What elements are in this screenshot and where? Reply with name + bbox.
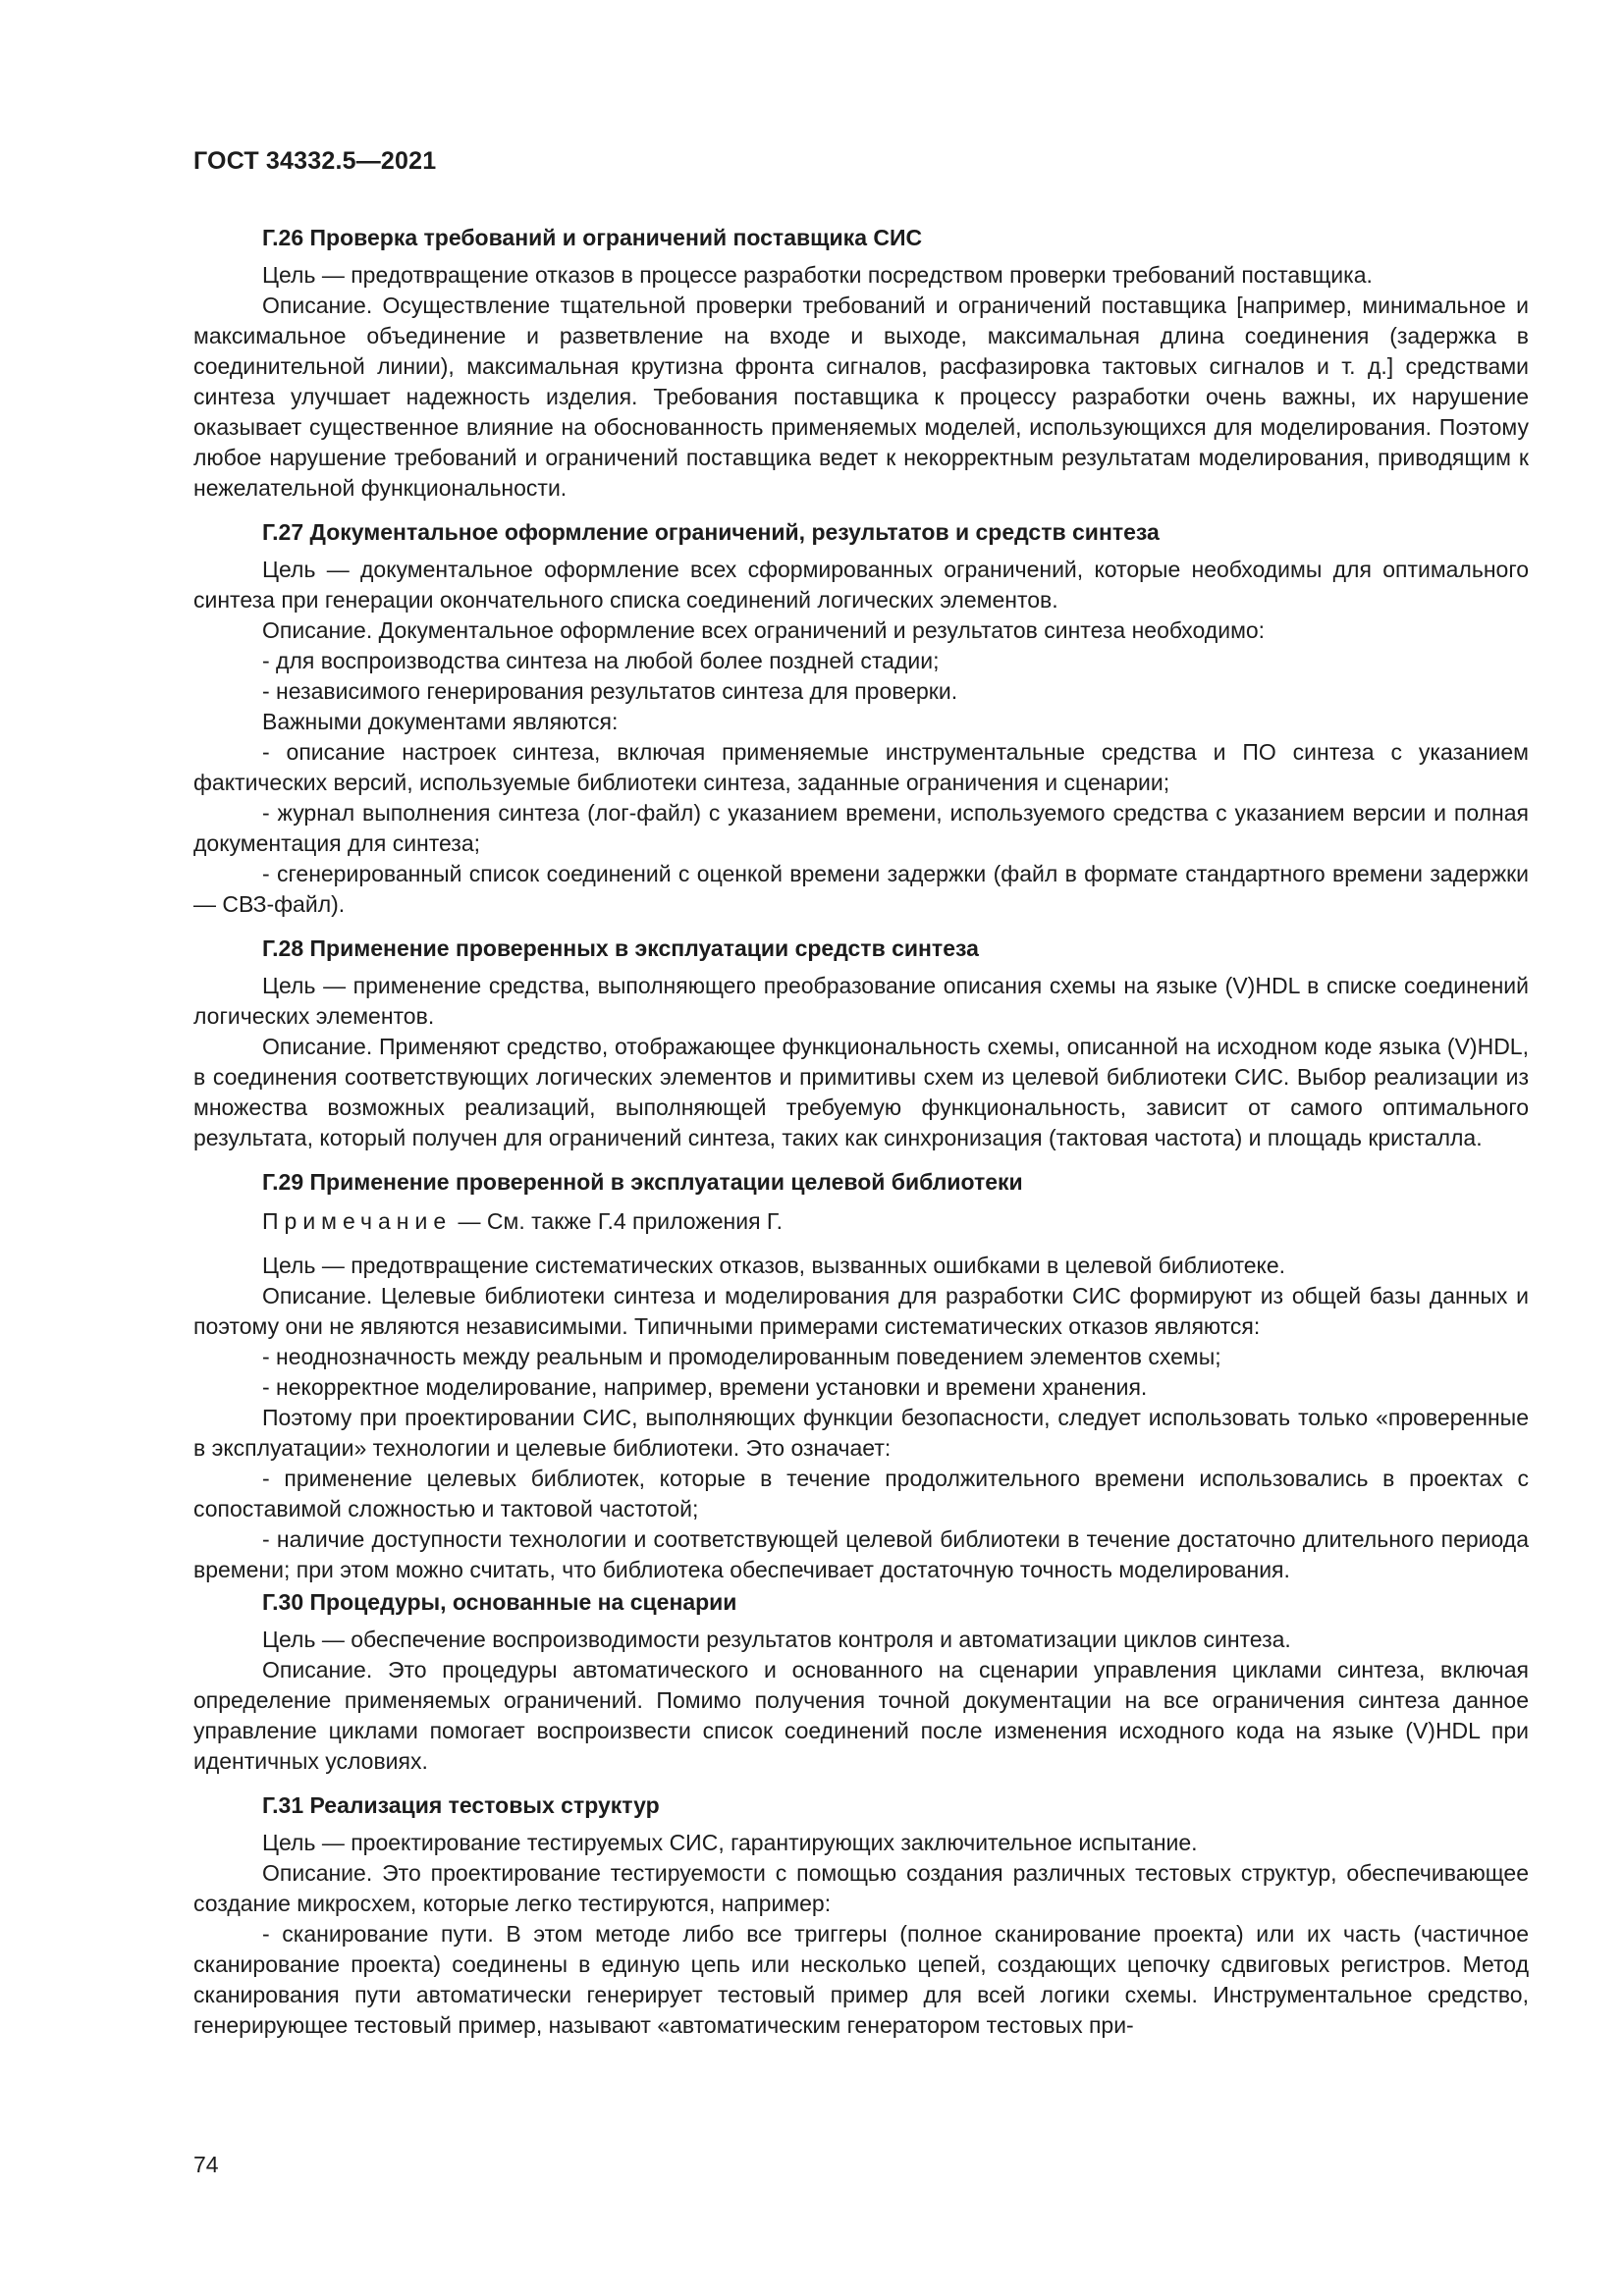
list-item: - сканирование пути. В этом методе либо все триггеры (полное сканирование проекта) или их часть (частичное сканирование проекта) соединены в единую цепь или несколько цепей, создающих цепочку сдвиговых регистров. Метод сканирования пути автоматически генерирует тестовый пример для всей логики схемы. Инструментальное средство, генерирующее тестовый пример, называют «автоматическим генератором тестовых при-: [193, 1921, 1529, 2038]
paragraph: Цель — обеспечение воспроизводимости результатов контроля и автоматизации циклов синтеза.: [262, 1627, 1291, 1652]
paragraph: Важными документами являются:: [262, 709, 619, 734]
paragraph: Цель — предотвращение отказов в процессе разработки посредством проверки требований поставщика.: [262, 262, 1373, 288]
paragraph: Описание. Применяют средство, отображающее функциональность схемы, описанной на исходном коде языка (V)HDL, в соединения соответствующих логических элементов и примитивы схем из целевой библиотеки СИС. Выбор реализации из множества возможных реализаций, выполняющей требуемую функциональность, зависит от самого оптимального результата, который получен для ограничений синтеза, таких как синхронизация (тактовая частота) и площадь кристалла.: [193, 1034, 1529, 1150]
paragraph: Описание. Документальное оформление всех ограничений и результатов синтеза необходимо:: [262, 617, 1266, 643]
document-header: ГОСТ 34332.5—2021: [193, 147, 437, 175]
document-page: [193, 147, 1529, 2041]
paragraph: Цель — проектирование тестируемых СИС, гарантирующих заключительное испытание.: [262, 1830, 1198, 1855]
note-label: Примечание: [262, 1208, 453, 1234]
list-item: - описание настроек синтеза, включая применяемые инструментальные средства и ПО синтеза с указанием фактических версий, используемые библиотеки синтеза, заданные ограничения и сценарии;: [193, 739, 1529, 795]
section-title-g28: Г.28 Применение проверенных в эксплуатации средств синтеза: [262, 935, 979, 961]
list-item: - сгенерированный список соединений с оценкой времени задержки (файл в формате стандартного времени задержки — СВЗ-файл).: [193, 861, 1529, 917]
list-item: - независимого генерирования результатов синтеза для проверки.: [262, 678, 958, 704]
section-title-g30: Г.30 Процедуры, основанные на сценарии: [262, 1589, 737, 1615]
paragraph: Описание. Это проектирование тестируемости с помощью создания различных тестовых структур, обеспечивающее создание микросхем, которые легко тестируются, например:: [193, 1860, 1529, 1916]
paragraph: Цель — применение средства, выполняющего преобразование описания схемы на языке (V)HDL в списке соединений логических элементов.: [193, 973, 1529, 1029]
section-title-g31: Г.31 Реализация тестовых структур: [262, 1792, 660, 1818]
note: [193, 1206, 1529, 1237]
note-text: — См. также Г.4 приложения Г.: [452, 1208, 783, 1234]
paragraph: Поэтому при проектировании СИС, выполняющих функции безопасности, следует использовать только «проверенные в эксплуатации» технологии и целевые библиотеки. Это означает:: [193, 1405, 1529, 1461]
list-item: - неоднозначность между реальным и промоделированным поведением элементов схемы;: [262, 1344, 1221, 1369]
paragraph: Описание. Целевые библиотеки синтеза и моделирования для разработки СИС формируют из общей базы данных и поэтому они не являются независимыми. Типичными примерами систематических отказов являются:: [193, 1283, 1529, 1339]
list-item: - журнал выполнения синтеза (лог-файл) с указанием времени, используемого средства с указанием версии и полная документация для синтеза;: [193, 800, 1529, 856]
section-title-g27: Г.27 Документальное оформление ограничений, результатов и средств синтеза: [262, 519, 1160, 545]
section-title-g29: Г.29 Применение проверенной в эксплуатации целевой библиотеки: [262, 1169, 1023, 1195]
list-item: - некорректное моделирование, например, времени установки и времени хранения.: [262, 1374, 1148, 1400]
list-item: - применение целевых библиотек, которые в течение продолжительного времени использовались в проектах с сопоставимой сложностью и тактовой частотой;: [193, 1466, 1529, 1522]
list-item: - для воспроизводства синтеза на любой более поздней стадии;: [262, 648, 940, 673]
section-title-g26: Г.26 Проверка требований и ограничений поставщика СИС: [262, 225, 923, 250]
paragraph: Описание. Осуществление тщательной проверки требований и ограничений поставщика [например, минимальное и максимальное объединение и разветвление на входе и выходе, максимальная длина соединения (задержка в соединительной линии), максимальная крутизна фронта сигналов, расфазировка тактовых сигналов и т. д.] средствами синтеза улучшает надежность изделия. Требования поставщика к процессу разработки очень важны, их нарушение оказывает существенное влияние на обоснованность применяемых моделей, использующихся для моделирования. Поэтому любое нарушение требований и ограничений поставщика ведет к некорректным результатам моделирования, приводящим к нежелательной функциональности.: [193, 293, 1529, 501]
paragraph: Описание. Это процедуры автоматического и основанного на сценарии управления циклами синтеза, включая определение применяемых ограничений. Помимо получения точной документации на все ограничения синтеза данное управление циклами помогает воспроизвести список соединений после изменения исходного кода на языке (V)HDL при идентичных условиях.: [193, 1657, 1529, 1774]
list-item: - наличие доступности технологии и соответствующей целевой библиотеки в течение достаточно длительного периода времени; при этом можно считать, что библиотека обеспечивает достаточную точность моделирования.: [193, 1526, 1529, 1582]
paragraph: Цель — предотвращение систематических отказов, вызванных ошибками в целевой библиотеке.: [262, 1253, 1286, 1278]
paragraph: Цель — документальное оформление всех сформированных ограничений, которые необходимы для оптимального синтеза при генерации окончательного списка соединений логических элементов.: [193, 557, 1529, 613]
page-number: 74: [193, 2152, 219, 2177]
